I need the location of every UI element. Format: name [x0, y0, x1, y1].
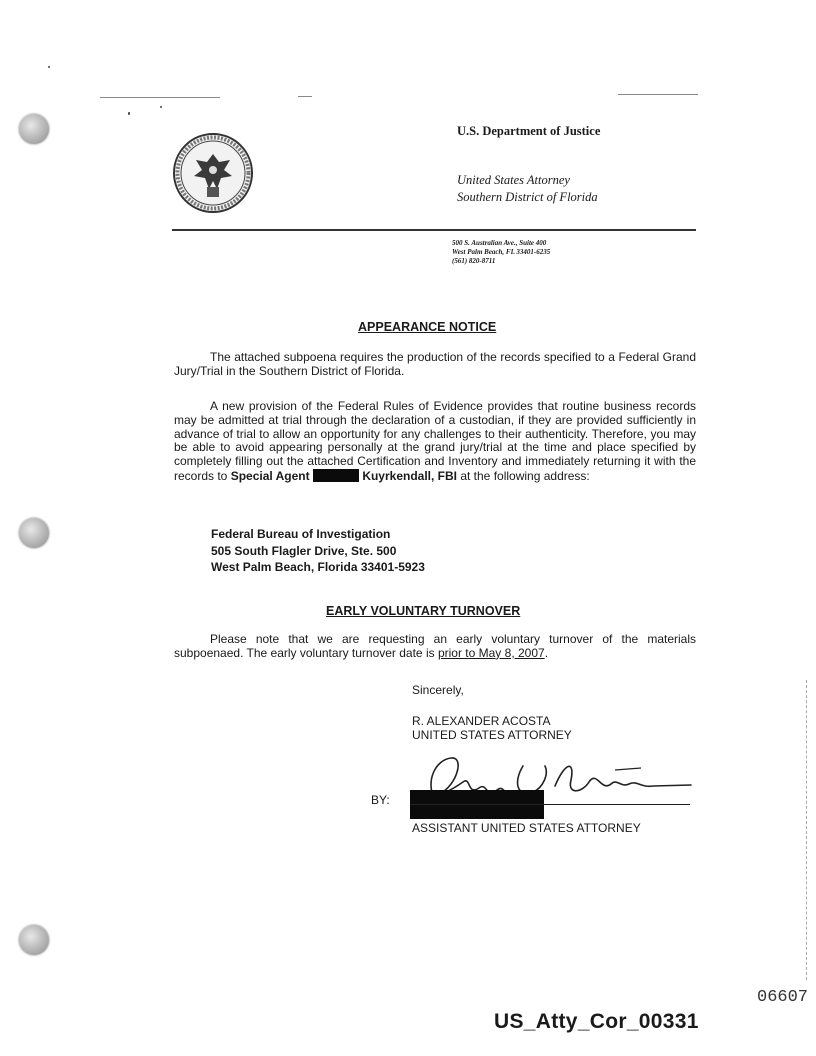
punch-hole-middle [19, 518, 49, 548]
appearance-paragraph-2 [174, 400, 696, 484]
doj-seal-icon [172, 132, 254, 219]
fbi-address-line-2: 505 South Flagler Drive, Ste. 500 [211, 543, 397, 558]
us-attorney-name: R. ALEXANDER ACOSTA [412, 714, 551, 728]
fbi-address-line-1: Federal Bureau of Investigation [211, 527, 391, 541]
by-label: BY: [371, 793, 390, 807]
turnover-end: . [544, 645, 549, 660]
office-line-2: Southern District of Florida [457, 190, 598, 204]
page-stamp-number: 06607 [757, 988, 809, 1007]
turnover-heading: EARLY VOLUNTARY TURNOVER [326, 604, 521, 618]
office-line-1: United States Attorney [457, 173, 570, 187]
paragraph-2-text: A new provision of the Federal Rules of Evidence provides that routine business records may be admitted at trial through the declaration of a custodian, if they are provided sufficiently in advance of trial to allow an opportunity for any challenges to their authenticity. Therefore, you may be able to avoid appearing personally at the grand jury/trial at the time and place specified by completely filling out the attached Certification and Inventory and immediately returning it with the records to [174, 399, 696, 483]
turnover-text: Please note that we are requesting an early voluntary turnover of the materials subpoenaed. The early voluntary turnover date is [174, 632, 696, 660]
office-name [457, 172, 598, 206]
salutation: Sincerely, [412, 683, 464, 697]
bates-number: US_Atty_Cor_00331 [494, 1010, 699, 1033]
paragraph-2-end: at the following address: [457, 468, 590, 483]
turnover-date: prior to May 8, 2007 [437, 645, 545, 660]
special-agent-label: Special Agent [230, 468, 310, 483]
scan-line [618, 94, 698, 95]
address-line-3: (561) 820-8711 [452, 257, 496, 265]
scan-edge [806, 680, 807, 980]
us-attorney-block [412, 714, 572, 742]
agent-name: Kuyrkendall, FBI [362, 468, 457, 483]
turnover-paragraph [174, 633, 696, 661]
scan-speck [128, 112, 130, 115]
scan-speck [48, 66, 50, 68]
address-line-1: 500 S. Australian Ave., Suite 400 [452, 239, 547, 247]
us-attorney-title: UNITED STATES ATTORNEY [412, 728, 572, 742]
signature-line [410, 804, 690, 805]
letterhead-rule [172, 229, 696, 231]
scan-line [298, 96, 312, 97]
appearance-notice-heading: APPEARANCE NOTICE [358, 320, 497, 334]
office-address [452, 239, 550, 266]
address-line-2: West Palm Beach, FL 33401-6235 [452, 248, 551, 256]
fbi-address-block [211, 526, 425, 576]
scan-line [100, 97, 220, 98]
redaction-block [313, 469, 359, 482]
punch-hole-bottom [19, 925, 49, 955]
punch-hole-top [19, 114, 49, 144]
fbi-address-line-3: West Palm Beach, Florida 33401-5923 [211, 560, 425, 574]
appearance-paragraph-1: The attached subpoena requires the production of the records specified to a Federal Grand Jury/Trial in the Southern District of Florida. [174, 350, 696, 378]
department-name: U.S. Department of Justice [457, 124, 601, 138]
signer-title: ASSISTANT UNITED STATES ATTORNEY [412, 821, 641, 835]
scan-speck [160, 106, 162, 108]
